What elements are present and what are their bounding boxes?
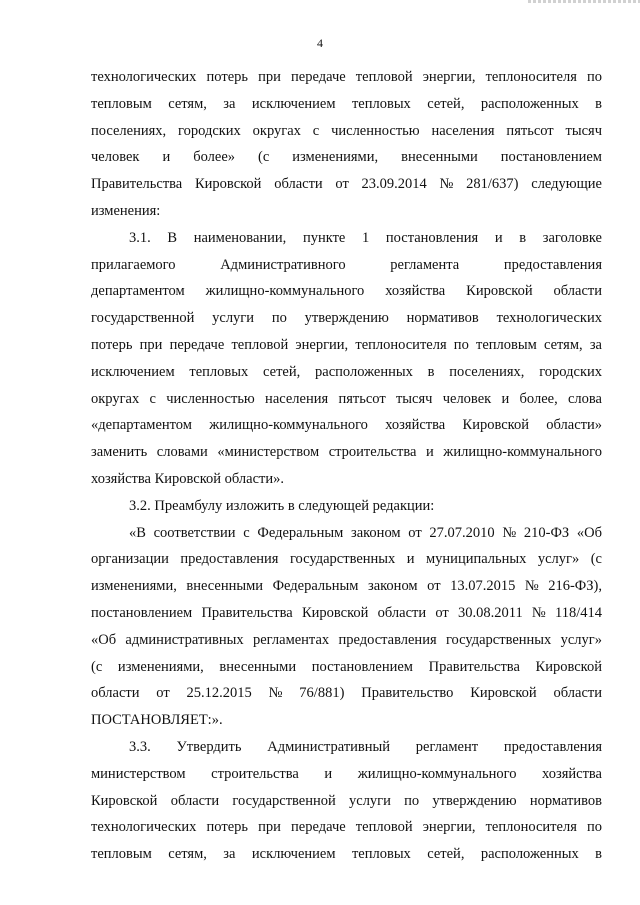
text-line: заменить словами «министерством строительства и жилищно-коммунального [91,444,602,461]
text-line: организации предоставления государственных и муниципальных услуг» (с [91,551,602,568]
document-body [91,64,602,868]
text-line: 3.3. Утвердить Административный регламент предоставления [129,738,602,755]
text-line: 3.2. Преамбулу изложить в следующей редакции: [129,497,435,514]
text-line: «департаментом жилищно-коммунального хозяйства Кировской области» [91,417,602,434]
text-line: исключением тепловых сетей, расположенных в поселениях, городских [91,363,602,380]
text-line: департаментом жилищно-коммунального хозяйства Кировской области [91,283,602,300]
text-line: 3.1. В наименовании, пункте 1 постановления и в заголовке [129,229,602,246]
text-line: ПОСТАНОВЛЯЕТ:». [91,712,223,729]
page-number: 4 [317,36,323,50]
text-line: хозяйства Кировской области». [91,470,285,487]
text-line: человек и более» (с изменениями, внесенными постановлением [91,149,602,166]
text-line: прилагаемого Административного регламента предоставления [91,256,602,273]
text-line: поселениях, городских округах с численностью населения пятьсот тысяч [91,122,602,139]
text-line: Кировской области государственной услуги по утверждению нормативов [91,792,602,809]
text-line: государственной услуги по утверждению нормативов технологических [91,310,602,327]
text-line: постановлением Правительства Кировской области от 30.08.2011 № 118/414 [91,604,602,621]
text-line: (с изменениями, внесенными постановлением Правительства Кировской [91,658,602,675]
text-line: изменениями, внесенными Федеральным законом от 13.07.2015 № 216-ФЗ), [91,578,602,595]
text-line: «Об административных регламентах предоставления государственных услуг» [91,631,602,648]
text-line: министерством строительства и жилищно-коммунального хозяйства [91,765,602,782]
text-line: «В соответствии с Федеральным законом от 27.07.2010 № 210-ФЗ «Об [129,524,602,541]
text-line: технологических потерь при передаче тепловой энергии, теплоносителя по [91,819,602,836]
text-line: тепловым сетям, за исключением тепловых сетей, расположенных в [91,846,602,863]
text-line: потерь при передаче тепловой энергии, теплоносителя по тепловым сетям, за [91,336,602,353]
text-line: области от 25.12.2015 № 76/881) Правительство Кировской области [91,685,602,702]
text-line: Правительства Кировской области от 23.09.2014 № 281/637) следующие [91,176,602,193]
text-line: округах с численностью населения пятьсот тысяч человек и более, слова [91,390,602,407]
scan-edge-mark [528,0,640,3]
text-line: технологических потерь при передаче тепловой энергии, теплоносителя по [91,69,602,85]
text-line: изменения: [91,202,161,219]
text-line: тепловым сетям, за исключением тепловых сетей, расположенных в [91,95,602,112]
